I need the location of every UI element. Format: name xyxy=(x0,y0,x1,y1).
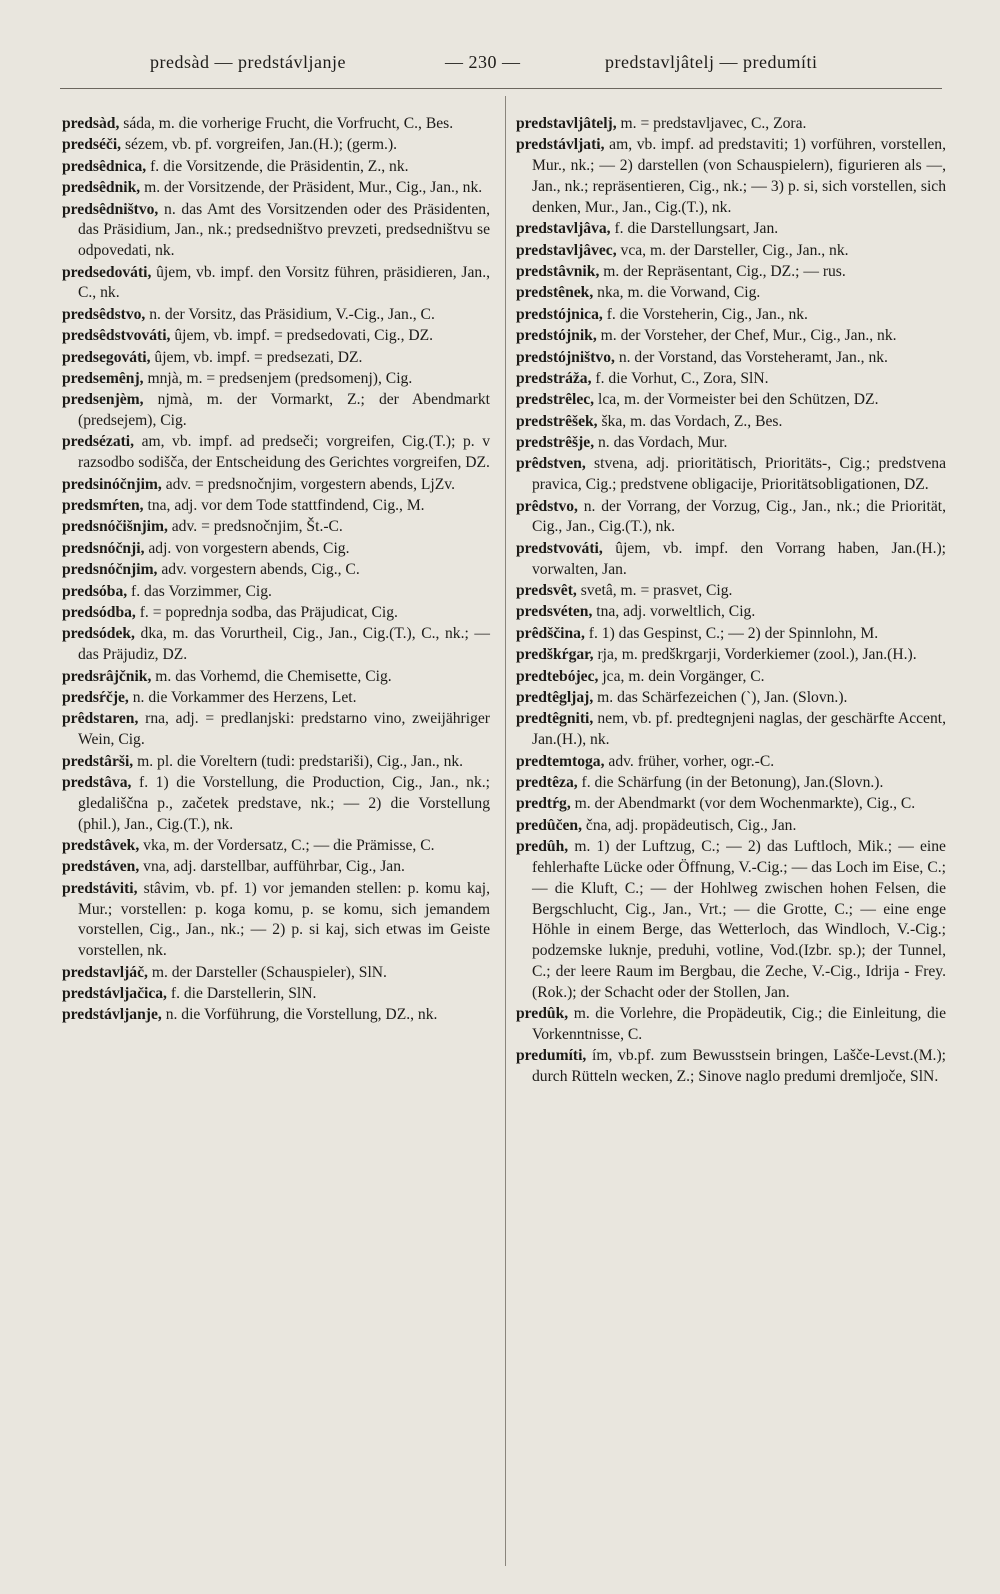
dictionary-entry xyxy=(62,114,490,135)
dictionary-entry xyxy=(516,709,946,751)
entry-headword: prêdstvo, xyxy=(516,497,578,515)
dictionary-entry xyxy=(62,200,490,262)
entry-headword: predtêgniti, xyxy=(516,710,594,728)
entry-headword: predsàd, xyxy=(62,115,120,132)
dictionary-entry xyxy=(62,667,490,688)
dictionary-entry xyxy=(62,709,490,751)
entry-definition: n. der Vorrang, der Vorzug, Cig., Jan., nk.; die Priorität, Cig., Jan., Cig.(T.), nk. xyxy=(532,497,946,536)
entry-headword: predsenjèm, xyxy=(62,391,144,409)
entry-definition: m. der Repräsentant, Cig., DZ.; — rus. xyxy=(603,262,846,280)
entry-definition: adv. = predsnočnjim, vorgestern abends, LjZv. xyxy=(165,475,455,493)
entry-definition: f. 1) das Gespinst, C.; — 2) der Spinnlohn, M. xyxy=(588,624,879,642)
entry-headword: predûh, xyxy=(516,838,569,856)
dictionary-entry xyxy=(62,326,490,347)
entry-headword: predstavljâvec, xyxy=(516,241,617,259)
entry-definition: nem, vb. pf. predtegnjeni naglas, der geschärfte Accent, Jan.(H.), nk. xyxy=(532,710,946,749)
entry-definition: f. das Vorzimmer, Cig. xyxy=(131,582,272,600)
entry-headword: predstâvnik, xyxy=(516,262,600,280)
entry-headword: predstrêšje, xyxy=(516,434,595,452)
entry-definition: n. die Vorführung, die Vorstellung, DZ., nk. xyxy=(165,1006,438,1024)
dictionary-entry xyxy=(516,241,946,262)
left-column xyxy=(62,114,490,1027)
entry-headword: predsódba, xyxy=(62,604,136,622)
dictionary-entry xyxy=(516,262,946,283)
entry-headword: predsêdstvo, xyxy=(62,305,146,323)
header-left-guide-words: predsàd — predstávljanje xyxy=(150,52,346,72)
dictionary-entry xyxy=(516,624,946,645)
entry-definition: f. die Vorhut, C., Zora, SlN. xyxy=(595,369,769,387)
entry-definition: ûjem, vb. impf. = predsedovati, Cig., DZ. xyxy=(174,327,434,345)
dictionary-entry xyxy=(516,305,946,326)
dictionary-entry xyxy=(516,581,946,602)
entry-headword: predstójnica, xyxy=(516,305,603,323)
entry-headword: predtêgljaj, xyxy=(516,688,594,706)
entry-definition: adj. von vorgestern abends, Cig. xyxy=(148,539,350,557)
dictionary-entry xyxy=(516,816,946,837)
entry-definition: f. 1) die Vorstellung, die Production, Cig., Jan., nk.; gledališčna p., začetek predstave, nk.; — 2) die Vorstellung (phil.), Jan., Cig.(T.), nk. xyxy=(78,773,490,833)
entry-definition: nka, m. die Vorwand, Cig. xyxy=(597,284,761,302)
dictionary-entry xyxy=(62,688,490,709)
dictionary-entry xyxy=(62,752,490,773)
dictionary-entry xyxy=(62,157,490,178)
dictionary-entry xyxy=(516,283,946,304)
entry-definition: sáda, m. die vorherige Frucht, die Vorfrucht, C., Bes. xyxy=(123,115,454,132)
entry-definition: m. = predstavljavec, C., Zora. xyxy=(620,115,807,132)
entry-definition: f. die Vorsitzende, die Präsidentin, Z., nk. xyxy=(150,157,409,175)
entry-definition: dka, m. das Vorurtheil, Cig., Jan., Cig.(T.), C., nk.; — das Präjudiz, DZ. xyxy=(78,625,490,664)
entry-definition: n. der Vorsitz, das Präsidium, V.-Cig., Jan., C. xyxy=(149,305,435,323)
dictionary-entry xyxy=(62,879,490,962)
entry-definition: rna, adj. = predlanjski: predstarno vino, zweijähriger Wein, Cig. xyxy=(78,710,490,749)
entry-definition: stâvim, vb. pf. 1) vor jemanden stellen: p. komu kaj, Mur.; vorstellen: p. koga komu, p. se komu, sich jemandem vorstellen, Cig., Jan., nk.; — 2) p. si kaj, sich etwas im Geiste vorstellen, nk. xyxy=(78,879,490,960)
dictionary-entry xyxy=(516,348,946,369)
dictionary-entry xyxy=(62,263,490,305)
entry-headword: predstávljati, xyxy=(516,136,605,154)
dictionary-entry xyxy=(62,305,490,326)
header-rule xyxy=(60,88,942,89)
entry-headword: predsvéten, xyxy=(516,603,593,621)
entry-definition: tna, adj. vorweltlich, Cig. xyxy=(596,603,756,621)
entry-headword: predstávljanje, xyxy=(62,1006,162,1024)
entry-definition: njmà, m. der Vormarkt, Z.; der Abendmarkt (predsejem), Cig. xyxy=(78,391,490,430)
entry-headword: predstávljačica, xyxy=(62,984,167,1002)
entry-definition: m. der Darsteller (Schauspieler), SlN. xyxy=(151,963,387,981)
entry-headword: predsódek, xyxy=(62,625,135,643)
entry-definition: m. der Vorsitzende, der Präsident, Mur., Cig., Jan., nk. xyxy=(144,179,483,197)
dictionary-entry xyxy=(62,348,490,369)
dictionary-entry xyxy=(62,539,490,560)
entry-headword: predsedováti, xyxy=(62,263,152,281)
entry-definition: m. das Schärfezeichen (`), Jan. (Slovn.). xyxy=(597,688,848,706)
entry-definition: ím, vb.pf. zum Bewusstsein bringen, Lašče-Levst.(M.); durch Rütteln wecken, Z.; Sinove naglo predumi dremljoče, SlN. xyxy=(532,1047,946,1086)
entry-headword: predstâvek, xyxy=(62,836,140,854)
entry-headword: predûčen, xyxy=(516,816,582,834)
dictionary-entry xyxy=(62,582,490,603)
entry-definition: m. der Vorsteher, der Chef, Mur., Cig., Jan., nk. xyxy=(600,327,897,345)
entry-headword: predsêdnica, xyxy=(62,157,147,175)
dictionary-entry xyxy=(516,1004,946,1046)
entry-headword: predsnóčišnjim, xyxy=(62,518,168,536)
entry-headword: predsmŕten, xyxy=(62,497,144,515)
entry-headword: predstrêlec, xyxy=(516,391,595,409)
dictionary-entry xyxy=(516,645,946,666)
dictionary-entry xyxy=(516,369,946,390)
dictionary-entry xyxy=(516,412,946,433)
dictionary-entry xyxy=(62,1005,490,1026)
dictionary-entry xyxy=(516,602,946,623)
entry-definition: ûjem, vb. impf. den Vorsitz führen, präsidieren, Jan., C., nk. xyxy=(78,263,490,302)
entry-headword: predsemênj, xyxy=(62,369,144,387)
entry-headword: predstârši, xyxy=(62,752,134,770)
entry-headword: prêdstven, xyxy=(516,455,586,473)
entry-definition: m. die Vorlehre, die Propädeutik, Cig.; die Einleitung, die Vorkenntnisse, C. xyxy=(532,1005,946,1043)
entry-headword: predstráža, xyxy=(516,369,592,387)
entry-headword: predsêdstvováti, xyxy=(62,327,171,345)
entry-headword: predsêdništvo, xyxy=(62,200,159,218)
entry-headword: predtêza, xyxy=(516,773,578,791)
dictionary-entry xyxy=(516,667,946,688)
dictionary-entry xyxy=(62,836,490,857)
dictionary-entry xyxy=(62,369,490,390)
entry-headword: predsrâjčnik, xyxy=(62,667,152,685)
entry-definition: n. der Vorstand, das Vorsteheramt, Jan., nk. xyxy=(618,348,888,366)
entry-definition: vca, m. der Darsteller, Cig., Jan., nk. xyxy=(620,241,849,259)
entry-definition: stvena, adj. prioritätisch, Prioritäts-, Cig.; predstvena pravica, Cig.; predstvene obligacije, Prioritätsobligationen, DZ. xyxy=(532,455,946,494)
column-divider xyxy=(505,96,506,1566)
entry-definition: sézem, vb. pf. vorgreifen, Jan.(H.); (germ.). xyxy=(124,136,398,154)
header-right-guide-words: predstavljâtelj — predumíti xyxy=(605,52,818,72)
dictionary-entry xyxy=(62,963,490,984)
dictionary-entry xyxy=(516,135,946,218)
entry-definition: f. die Schärfung (in der Betonung), Jan.(Slovn.). xyxy=(581,773,884,791)
dictionary-entry xyxy=(516,497,946,539)
entry-definition: f. = poprednja sodba, das Präjudicat, Cig. xyxy=(139,604,398,622)
entry-headword: predstáven, xyxy=(62,858,140,876)
entry-headword: predsnóčnjim, xyxy=(62,561,158,579)
dictionary-entry xyxy=(62,517,490,538)
entry-definition: am, vb. impf. ad predstaviti; 1) vorführen, vorstellen, Mur., nk.; — 2) darstellen (von Schauspielern), figurieren als —, Jan., nk.; repräsentieren, Cig., nk.; — 3) p. si, sich vorstellen, sich denken, Mur., Jan., Cig.(T.), nk. xyxy=(532,136,947,216)
entry-definition: n. das Vordach, Mur. xyxy=(598,434,728,452)
dictionary-entry xyxy=(62,496,490,517)
dictionary-entry xyxy=(516,114,946,135)
entry-definition: am, vb. impf. ad predseči; vorgreifen, Cig.(T.); p. v razsodbo sodišča, der Entscheidung des Gerichtes vorgreifen, DZ. xyxy=(78,433,490,472)
entry-definition: n. die Vorkammer des Herzens, Let. xyxy=(132,688,357,706)
entry-headword: predsvêt, xyxy=(516,582,577,600)
entry-definition: n. das Amt des Vorsitzenden oder des Präsidenten, das Präsidium, Jan., nk.; predsedništvo prevzeti, predsedništvu se odpovedati, nk. xyxy=(78,200,490,260)
dictionary-entry xyxy=(62,390,490,432)
dictionary-entry xyxy=(62,432,490,474)
entry-headword: predstáviti, xyxy=(62,879,138,897)
entry-headword: predstênek, xyxy=(516,284,594,302)
entry-headword: predsnóčnji, xyxy=(62,539,145,557)
entry-definition: čna, adj. propädeutisch, Cig., Jan. xyxy=(585,816,797,834)
dictionary-entry xyxy=(516,539,946,581)
dictionary-entry xyxy=(516,752,946,773)
entry-definition: m. das Vorhemd, die Chemisette, Cig. xyxy=(155,667,392,685)
entry-definition: m. der Abendmarkt (vor dem Wochenmarkte), Cig., C. xyxy=(574,795,916,813)
dictionary-entry xyxy=(516,433,946,454)
entry-definition: jca, m. dein Vorgänger, C. xyxy=(602,667,765,685)
dictionary-entry xyxy=(516,454,946,496)
dictionary-entry xyxy=(516,688,946,709)
entry-definition: adv. = predsnočnjim, Št.-C. xyxy=(171,518,343,536)
entry-headword: predstavljáč, xyxy=(62,963,148,981)
entry-headword: predsinóčnjim, xyxy=(62,475,162,493)
entry-headword: predstâva, xyxy=(62,773,132,791)
entry-definition: f. die Darstellerin, SlN. xyxy=(170,984,317,1002)
entry-headword: predtemtoga, xyxy=(516,752,605,770)
entry-headword: predsêdnik, xyxy=(62,179,141,197)
entry-headword: predtŕg, xyxy=(516,795,571,813)
entry-headword: predûk, xyxy=(516,1005,569,1023)
right-column xyxy=(516,114,946,1088)
entry-headword: predstvováti, xyxy=(516,539,603,557)
entry-definition: vna, adj. darstellbar, aufführbar, Cig., Jan. xyxy=(143,858,405,876)
entry-headword: predškŕgar, xyxy=(516,646,594,664)
entry-definition: vka, m. der Vordersatz, C.; — die Prämisse, C. xyxy=(143,836,435,854)
page-number: — 230 — xyxy=(445,52,521,72)
entry-definition: ška, m. das Vordach, Z., Bes. xyxy=(601,412,783,430)
entry-headword: predstójništvo, xyxy=(516,348,615,366)
entry-definition: adv. früher, vorher, ogr.-C. xyxy=(608,752,775,770)
entry-definition: lca, m. der Vormeister bei den Schützen, DZ. xyxy=(598,391,879,409)
entry-definition: adv. vorgestern abends, Cig., C. xyxy=(161,561,360,579)
entry-definition: m. 1) der Luftzug, C.; — 2) das Luftloch, Mik.; — eine fehlerhafte Lücke oder Öffnung, V.-Cig.; — das Loch im Eise, C.; — die Kluft, C.; — der Hohlweg zwischen hohen Felsen, die Bergschlucht, Cig., Jan., Vrt.; — die Grotte, C.; — eine enge Höhle in einem Berge, das Wetterloch, das Windloch, V.-Cig.; podzemske luknje, preduhi, votline, Vod.(Izbr. sp.); der Tunnel, C.; der leere Raum im Bergbau, die Zeche, V.-Cig., Idrija - Frey.(Rok.); der Schacht oder der Stollen, Jan. xyxy=(532,838,946,1001)
dictionary-entry xyxy=(516,794,946,815)
entry-headword: predsegováti, xyxy=(62,348,151,366)
dictionary-entry xyxy=(516,390,946,411)
entry-definition: svetâ, m. = prasvet, Cig. xyxy=(580,582,733,600)
entry-headword: predtebójec, xyxy=(516,667,599,685)
dictionary-entry xyxy=(62,984,490,1005)
dictionary-entry xyxy=(62,475,490,496)
dictionary-entry xyxy=(62,560,490,581)
entry-headword: predstavljâtelj, xyxy=(516,115,617,132)
entry-headword: predumíti, xyxy=(516,1047,587,1065)
entry-definition: ûjem, vb. impf. den Vorrang haben, Jan.(H.); vorwalten, Jan. xyxy=(532,539,947,578)
dictionary-entry xyxy=(62,178,490,199)
entry-headword: predséči, xyxy=(62,136,122,154)
page-header xyxy=(0,52,1000,82)
entry-headword: prêdščina, xyxy=(516,624,585,642)
dictionary-entry xyxy=(516,219,946,240)
entry-definition: f. die Vorsteherin, Cig., Jan., nk. xyxy=(606,305,808,323)
dictionary-entry xyxy=(516,837,946,1003)
entry-definition: tna, adj. vor dem Tode stattfindend, Cig., M. xyxy=(147,497,425,515)
entry-definition: rja, m. predškrgarji, Vorderkiemer (zool.), Jan.(H.). xyxy=(597,646,917,664)
dictionary-entry xyxy=(516,1046,946,1088)
dictionary-entry xyxy=(62,603,490,624)
entry-headword: predstrêšek, xyxy=(516,412,598,430)
entry-headword: predsŕčje, xyxy=(62,688,129,706)
dictionary-entry xyxy=(62,624,490,666)
dictionary-entry xyxy=(62,135,490,156)
entry-headword: prêdstaren, xyxy=(62,710,139,728)
entry-headword: predsóba, xyxy=(62,582,128,600)
dictionary-entry xyxy=(62,857,490,878)
entry-headword: predsézati, xyxy=(62,433,135,451)
entry-definition: f. die Darstellungsart, Jan. xyxy=(614,220,779,238)
entry-definition: ûjem, vb. impf. = predsezati, DZ. xyxy=(154,348,363,366)
entry-headword: predstavljâva, xyxy=(516,220,611,238)
entry-headword: predstójnik, xyxy=(516,327,597,345)
entry-definition: mnjà, m. = predsenjem (predsomenj), Cig. xyxy=(147,369,413,387)
dictionary-entry xyxy=(62,773,490,835)
entry-definition: m. pl. die Voreltern (tudi: predstariši), Cig., Jan., nk. xyxy=(137,752,464,770)
dictionary-entry xyxy=(516,326,946,347)
dictionary-entry xyxy=(516,773,946,794)
